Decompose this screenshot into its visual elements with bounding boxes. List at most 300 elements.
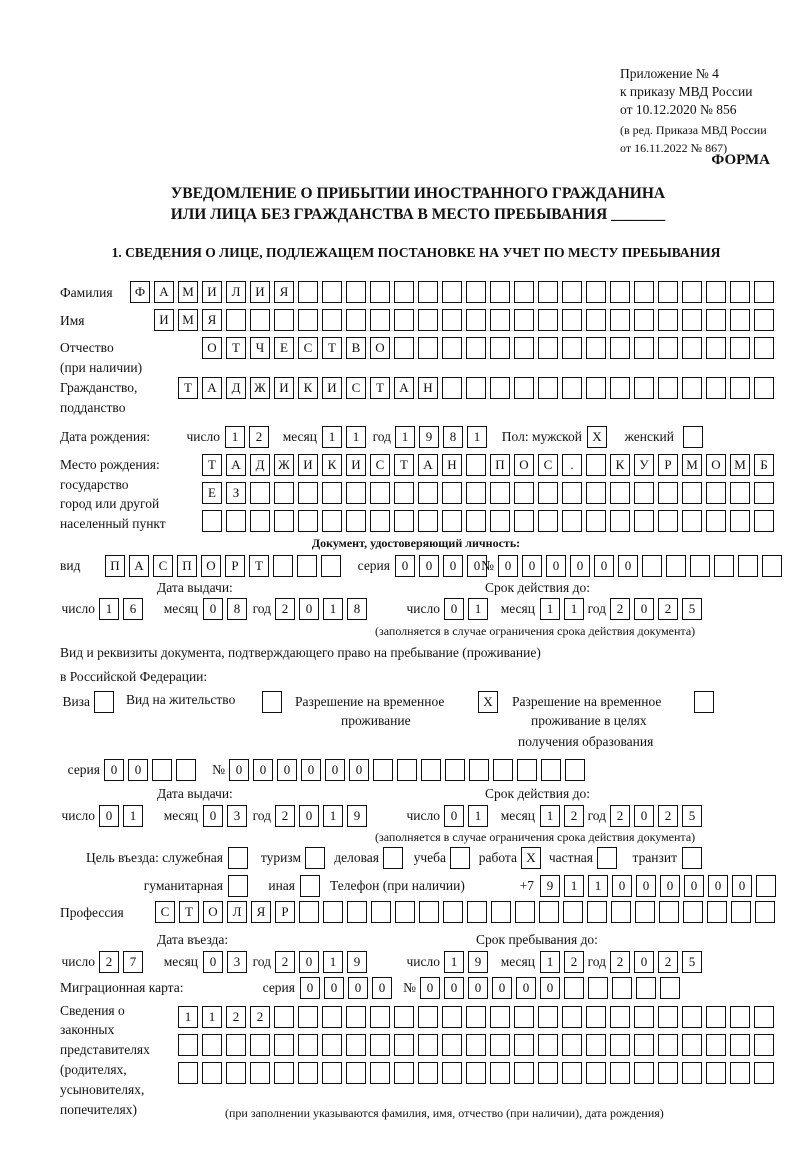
char-cell[interactable]: 0 [634,951,654,973]
char-cell[interactable] [682,847,702,869]
char-cell[interactable]: 9 [540,875,560,897]
char-cell[interactable]: 3 [227,951,247,973]
char-cell[interactable] [562,1062,582,1084]
char-cell[interactable] [274,309,294,331]
char-cell[interactable]: 0 [636,875,656,897]
char-cell[interactable] [562,337,582,359]
char-cell[interactable] [611,901,631,923]
char-cell[interactable] [274,1006,294,1028]
char-cell[interactable]: 1 [322,426,342,448]
char-cell[interactable] [730,1034,750,1056]
char-cell[interactable] [658,1062,678,1084]
char-cell[interactable] [346,482,366,504]
char-cell[interactable] [730,309,750,331]
char-cell[interactable] [250,1062,270,1084]
char-cell[interactable]: 2 [275,951,295,973]
char-cell[interactable] [634,377,654,399]
char-cell[interactable]: Д [226,377,246,399]
char-cell[interactable]: 0 [104,759,124,781]
char-cell[interactable] [442,309,462,331]
char-cell[interactable]: 0 [277,759,297,781]
char-cell[interactable] [346,309,366,331]
char-cell[interactable]: Т [226,337,246,359]
char-cell[interactable] [730,337,750,359]
char-cell[interactable] [706,1034,726,1056]
char-cell[interactable] [610,1062,630,1084]
char-cell[interactable]: Я [202,309,222,331]
char-cell[interactable]: С [155,901,175,923]
char-cell[interactable] [226,309,246,331]
char-cell[interactable] [762,555,782,577]
char-cell[interactable]: Т [394,454,414,476]
char-cell[interactable] [321,555,341,577]
char-cell[interactable]: 2 [275,805,295,827]
char-cell[interactable]: Ч [250,337,270,359]
char-cell[interactable] [394,510,414,532]
char-cell[interactable]: 2 [610,805,630,827]
char-cell[interactable] [612,977,632,999]
char-cell[interactable] [346,1034,366,1056]
char-cell[interactable] [538,510,558,532]
char-cell[interactable]: 2 [658,951,678,973]
char-cell[interactable]: 0 [732,875,752,897]
char-cell[interactable] [563,901,583,923]
char-cell[interactable]: 3 [227,805,247,827]
char-cell[interactable] [514,1006,534,1028]
char-cell[interactable]: 0 [324,977,344,999]
char-cell[interactable] [322,1062,342,1084]
char-cell[interactable]: О [514,454,534,476]
char-cell[interactable] [490,309,510,331]
char-cell[interactable] [274,510,294,532]
char-cell[interactable]: 2 [564,951,584,973]
char-cell[interactable]: 0 [634,805,654,827]
char-cell[interactable] [730,377,750,399]
char-cell[interactable]: 0 [299,951,319,973]
char-cell[interactable] [274,482,294,504]
char-cell[interactable]: 2 [275,598,295,620]
char-cell[interactable] [94,691,114,713]
char-cell[interactable]: А [418,454,438,476]
char-cell[interactable]: С [370,454,390,476]
char-cell[interactable]: М [178,309,198,331]
char-cell[interactable]: 8 [443,426,463,448]
char-cell[interactable] [370,309,390,331]
char-cell[interactable]: 0 [372,977,392,999]
char-cell[interactable] [418,337,438,359]
char-cell[interactable]: 0 [203,951,223,973]
char-cell[interactable]: 0 [634,598,654,620]
char-cell[interactable]: Ж [274,454,294,476]
char-cell[interactable] [298,1062,318,1084]
char-cell[interactable] [538,1062,558,1084]
char-cell[interactable]: 1 [564,598,584,620]
char-cell[interactable] [297,555,317,577]
char-cell[interactable]: 1 [468,805,488,827]
char-cell[interactable]: 5 [682,598,702,620]
char-cell[interactable] [634,1006,654,1028]
char-cell[interactable] [373,759,393,781]
char-cell[interactable]: А [129,555,149,577]
char-cell[interactable] [564,977,584,999]
char-cell[interactable] [514,337,534,359]
char-cell[interactable] [442,377,462,399]
char-cell[interactable] [658,510,678,532]
char-cell[interactable]: 1 [225,426,245,448]
char-cell[interactable] [539,901,559,923]
char-cell[interactable] [754,377,774,399]
char-cell[interactable] [634,510,654,532]
char-cell[interactable] [466,281,486,303]
char-cell[interactable]: 1 [564,875,584,897]
char-cell[interactable] [682,1006,702,1028]
char-cell[interactable] [754,1034,774,1056]
char-cell[interactable]: И [250,281,270,303]
char-cell[interactable] [371,901,391,923]
char-cell[interactable] [490,482,510,504]
char-cell[interactable] [442,1062,462,1084]
char-cell[interactable]: 0 [684,875,704,897]
char-cell[interactable]: Я [274,281,294,303]
char-cell[interactable] [418,482,438,504]
char-cell[interactable] [397,759,417,781]
char-cell[interactable] [450,847,470,869]
char-cell[interactable] [610,1006,630,1028]
char-cell[interactable] [300,875,320,897]
char-cell[interactable] [226,510,246,532]
char-cell[interactable]: 2 [249,426,269,448]
char-cell[interactable] [586,337,606,359]
char-cell[interactable] [322,1034,342,1056]
char-cell[interactable] [466,1062,486,1084]
char-cell[interactable] [562,377,582,399]
char-cell[interactable]: Л [226,281,246,303]
char-cell[interactable]: 0 [301,759,321,781]
char-cell[interactable] [178,1034,198,1056]
char-cell[interactable] [490,510,510,532]
char-cell[interactable] [562,1034,582,1056]
char-cell[interactable] [658,309,678,331]
char-cell[interactable]: 1 [178,1006,198,1028]
char-cell[interactable] [738,555,758,577]
char-cell[interactable]: И [154,309,174,331]
char-cell[interactable]: Д [250,454,270,476]
char-cell[interactable] [346,281,366,303]
char-cell[interactable] [754,510,774,532]
char-cell[interactable]: О [202,337,222,359]
char-cell[interactable]: Л [227,901,247,923]
char-cell[interactable] [395,901,415,923]
char-cell[interactable] [586,281,606,303]
char-cell[interactable] [466,337,486,359]
char-cell[interactable]: 0 [443,555,463,577]
char-cell[interactable]: Е [274,337,294,359]
char-cell[interactable] [660,977,680,999]
char-cell[interactable]: О [201,555,221,577]
char-cell[interactable]: 1 [323,951,343,973]
char-cell[interactable] [202,510,222,532]
char-cell[interactable] [707,901,727,923]
char-cell[interactable]: Т [202,454,222,476]
char-cell[interactable] [610,482,630,504]
char-cell[interactable] [322,281,342,303]
char-cell[interactable] [538,281,558,303]
char-cell[interactable] [250,309,270,331]
char-cell[interactable]: 2 [610,951,630,973]
char-cell[interactable] [731,901,751,923]
char-cell[interactable] [370,281,390,303]
char-cell[interactable]: 0 [349,759,369,781]
char-cell[interactable]: 0 [420,977,440,999]
char-cell[interactable] [442,337,462,359]
char-cell[interactable] [636,977,656,999]
char-cell[interactable] [706,1062,726,1084]
char-cell[interactable]: Т [178,377,198,399]
char-cell[interactable]: 2 [564,805,584,827]
char-cell[interactable]: 0 [708,875,728,897]
char-cell[interactable] [562,1006,582,1028]
char-cell[interactable] [274,1034,294,1056]
char-cell[interactable]: И [202,281,222,303]
char-cell[interactable]: 0 [203,598,223,620]
char-cell[interactable] [683,901,703,923]
char-cell[interactable] [586,1006,606,1028]
char-cell[interactable] [634,309,654,331]
char-cell[interactable]: 0 [203,805,223,827]
char-cell[interactable]: О [706,454,726,476]
char-cell[interactable] [754,1006,774,1028]
char-cell[interactable] [298,281,318,303]
char-cell[interactable] [658,281,678,303]
char-cell[interactable]: 9 [419,426,439,448]
char-cell[interactable] [706,337,726,359]
char-cell[interactable]: 0 [618,555,638,577]
char-cell[interactable]: 5 [682,951,702,973]
char-cell[interactable] [682,1034,702,1056]
char-cell[interactable] [394,1006,414,1028]
char-cell[interactable]: 8 [227,598,247,620]
char-cell[interactable]: Я [251,901,271,923]
char-cell[interactable]: 0 [570,555,590,577]
char-cell[interactable]: 0 [229,759,249,781]
char-cell[interactable] [262,691,282,713]
char-cell[interactable] [588,977,608,999]
char-cell[interactable] [515,901,535,923]
char-cell[interactable] [754,281,774,303]
char-cell[interactable]: 2 [226,1006,246,1028]
char-cell[interactable] [658,482,678,504]
char-cell[interactable] [730,1006,750,1028]
char-cell[interactable] [541,759,561,781]
char-cell[interactable] [658,1006,678,1028]
char-cell[interactable] [442,1034,462,1056]
char-cell[interactable]: К [298,377,318,399]
char-cell[interactable] [694,691,714,713]
char-cell[interactable] [610,1034,630,1056]
char-cell[interactable]: 2 [610,598,630,620]
char-cell[interactable] [346,510,366,532]
char-cell[interactable]: 0 [522,555,542,577]
char-cell[interactable]: С [346,377,366,399]
char-cell[interactable]: Р [658,454,678,476]
char-cell[interactable] [635,901,655,923]
char-cell[interactable] [666,555,686,577]
char-cell[interactable]: 9 [468,951,488,973]
char-cell[interactable] [538,337,558,359]
char-cell[interactable] [517,759,537,781]
char-cell[interactable] [562,281,582,303]
char-cell[interactable]: 0 [498,555,518,577]
char-cell[interactable] [514,510,534,532]
char-cell[interactable] [754,309,774,331]
char-cell[interactable] [493,759,513,781]
char-cell[interactable] [418,510,438,532]
char-cell[interactable] [634,482,654,504]
char-cell[interactable] [419,901,439,923]
char-cell[interactable]: 2 [250,1006,270,1028]
char-cell[interactable]: К [322,454,342,476]
char-cell[interactable] [730,510,750,532]
char-cell[interactable] [514,1034,534,1056]
char-cell[interactable] [370,482,390,504]
char-cell[interactable] [394,1034,414,1056]
char-cell[interactable] [418,309,438,331]
char-cell[interactable] [610,309,630,331]
char-cell[interactable]: Ф [130,281,150,303]
char-cell[interactable] [730,1062,750,1084]
char-cell[interactable]: 1 [588,875,608,897]
char-cell[interactable]: 1 [540,598,560,620]
char-cell[interactable] [682,281,702,303]
char-cell[interactable] [442,510,462,532]
char-cell[interactable] [466,309,486,331]
char-cell[interactable]: Т [370,377,390,399]
char-cell[interactable]: 0 [300,977,320,999]
char-cell[interactable]: 0 [444,598,464,620]
char-cell[interactable] [442,1006,462,1028]
char-cell[interactable] [491,901,511,923]
char-cell[interactable] [421,759,441,781]
char-cell[interactable]: 1 [444,951,464,973]
char-cell[interactable] [274,1062,294,1084]
char-cell[interactable]: М [178,281,198,303]
char-cell[interactable] [370,510,390,532]
char-cell[interactable] [466,510,486,532]
char-cell[interactable] [538,377,558,399]
char-cell[interactable] [490,1006,510,1028]
char-cell[interactable] [610,377,630,399]
char-cell[interactable] [394,337,414,359]
char-cell[interactable]: 1 [323,805,343,827]
char-cell[interactable]: 1 [395,426,415,448]
char-cell[interactable]: 0 [99,805,119,827]
char-cell[interactable]: . [562,454,582,476]
char-cell[interactable]: 5 [682,805,702,827]
char-cell[interactable] [347,901,367,923]
char-cell[interactable] [442,482,462,504]
char-cell[interactable]: А [394,377,414,399]
char-cell[interactable] [714,555,734,577]
char-cell[interactable]: 1 [202,1006,222,1028]
char-cell[interactable]: 2 [99,951,119,973]
char-cell[interactable]: 0 [540,977,560,999]
char-cell[interactable]: С [298,337,318,359]
char-cell[interactable]: 0 [348,977,368,999]
char-cell[interactable]: 0 [444,805,464,827]
char-cell[interactable] [202,1062,222,1084]
char-cell[interactable]: 0 [594,555,614,577]
char-cell[interactable] [443,901,463,923]
char-cell[interactable] [322,1006,342,1028]
char-cell[interactable] [323,901,343,923]
char-cell[interactable] [514,377,534,399]
char-cell[interactable]: 6 [123,598,143,620]
char-cell[interactable]: О [370,337,390,359]
char-cell[interactable]: 7 [123,951,143,973]
char-cell[interactable]: 0 [660,875,680,897]
char-cell[interactable] [642,555,662,577]
char-cell[interactable] [226,1062,246,1084]
char-cell[interactable]: О [203,901,223,923]
char-cell[interactable] [610,281,630,303]
char-cell[interactable] [659,901,679,923]
char-cell[interactable] [706,377,726,399]
char-cell[interactable] [587,901,607,923]
char-cell[interactable] [586,377,606,399]
char-cell[interactable] [682,309,702,331]
char-cell[interactable] [226,1034,246,1056]
char-cell[interactable]: А [226,454,246,476]
char-cell[interactable]: Т [322,337,342,359]
char-cell[interactable] [418,1006,438,1028]
char-cell[interactable] [346,1062,366,1084]
char-cell[interactable] [610,510,630,532]
char-cell[interactable] [562,482,582,504]
char-cell[interactable]: 0 [546,555,566,577]
char-cell[interactable] [706,309,726,331]
char-cell[interactable] [514,309,534,331]
char-cell[interactable]: 1 [540,951,560,973]
char-cell[interactable] [228,847,248,869]
char-cell[interactable] [370,1062,390,1084]
char-cell[interactable] [394,482,414,504]
char-cell[interactable] [730,482,750,504]
char-cell[interactable]: X [478,691,498,713]
char-cell[interactable] [754,1062,774,1084]
char-cell[interactable] [658,377,678,399]
char-cell[interactable]: А [202,377,222,399]
char-cell[interactable] [682,1062,702,1084]
char-cell[interactable] [490,281,510,303]
char-cell[interactable] [178,1062,198,1084]
char-cell[interactable]: 0 [516,977,536,999]
char-cell[interactable] [394,1062,414,1084]
char-cell[interactable] [658,1034,678,1056]
char-cell[interactable] [250,510,270,532]
char-cell[interactable] [610,337,630,359]
char-cell[interactable] [634,337,654,359]
char-cell[interactable] [682,482,702,504]
char-cell[interactable]: С [538,454,558,476]
char-cell[interactable] [565,759,585,781]
char-cell[interactable] [682,510,702,532]
char-cell[interactable]: И [274,377,294,399]
char-cell[interactable] [490,1062,510,1084]
char-cell[interactable] [202,1034,222,1056]
char-cell[interactable] [658,337,678,359]
char-cell[interactable]: 0 [128,759,148,781]
char-cell[interactable] [562,309,582,331]
